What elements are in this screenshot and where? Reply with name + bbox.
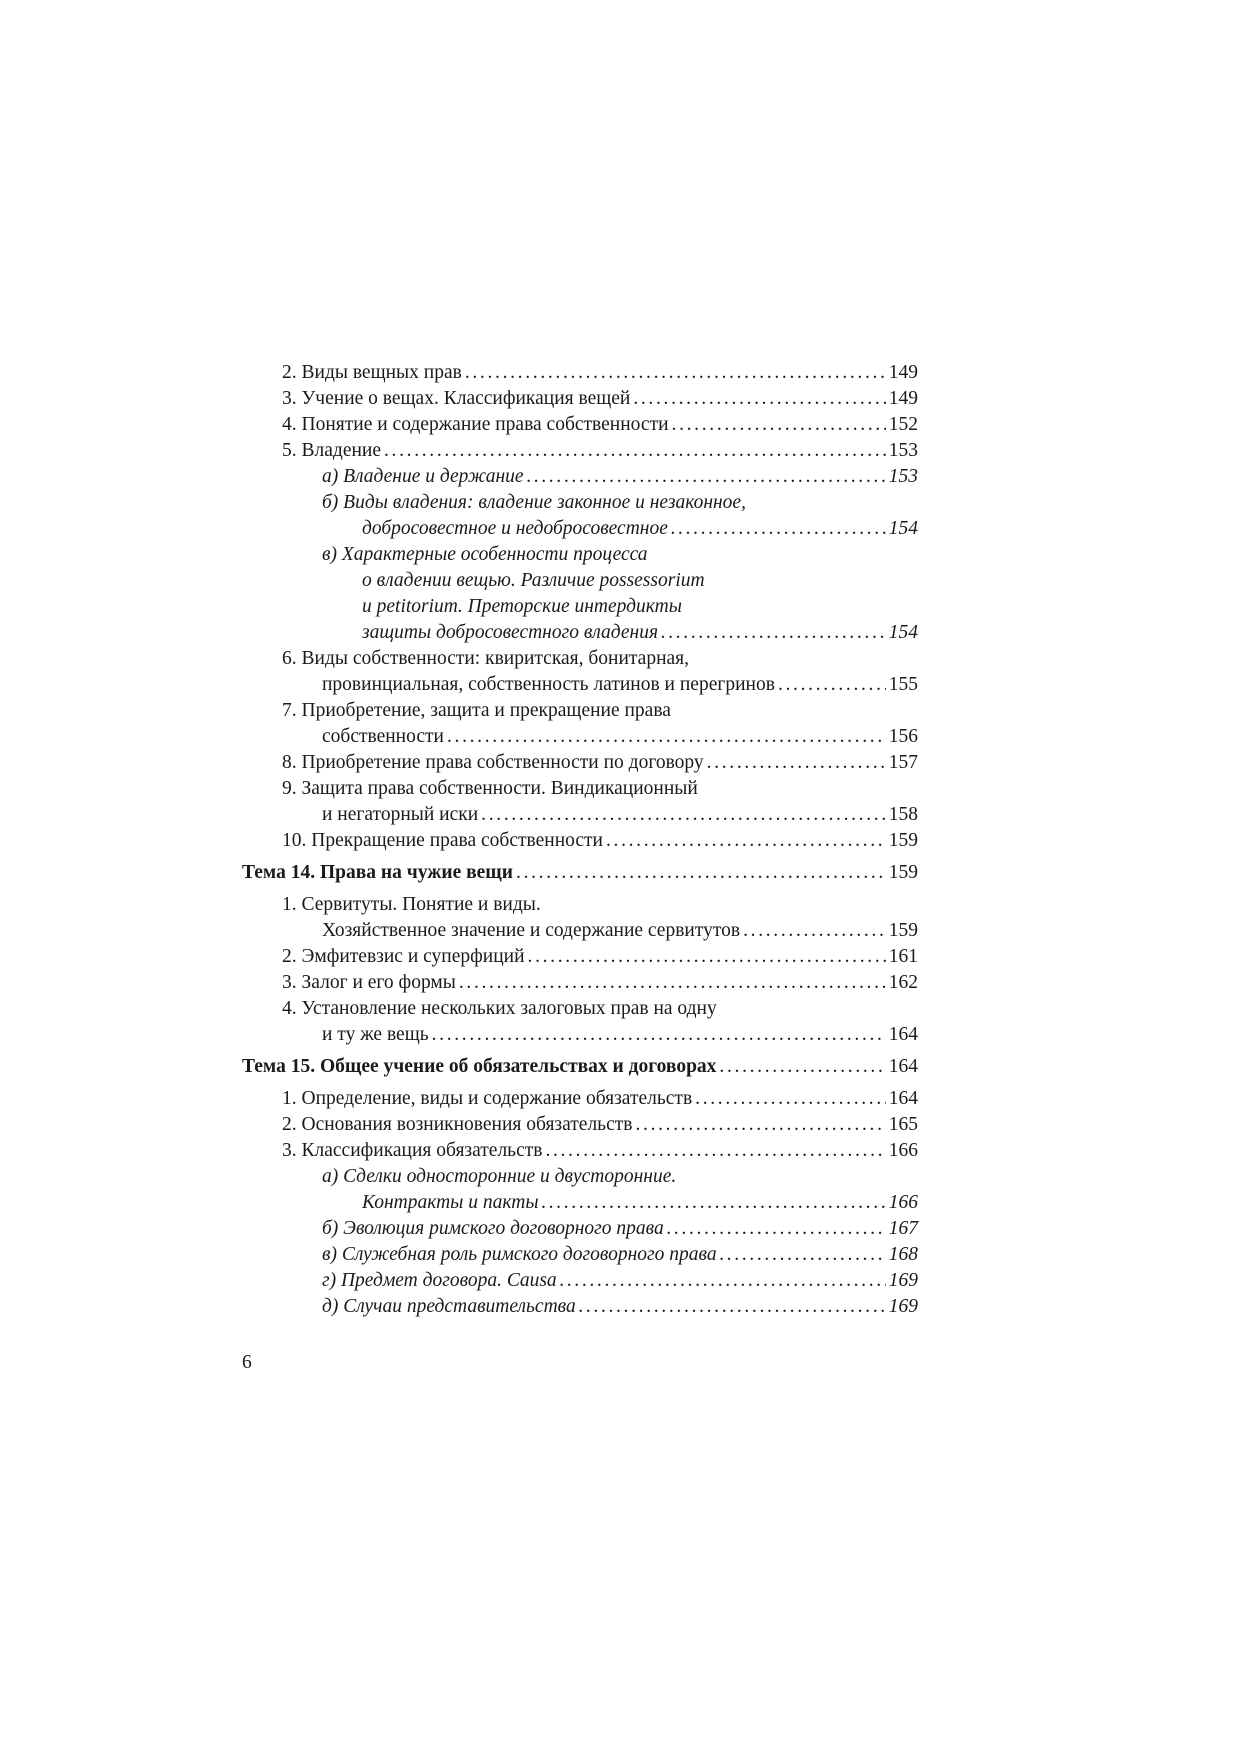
toc-page-number: 158	[888, 804, 918, 825]
toc-page-number: 153	[888, 466, 918, 487]
toc-entry-title: провинциальная, собственность латинов и перегринов	[322, 674, 775, 695]
dot-leader	[672, 412, 886, 438]
dot-leader	[667, 1216, 886, 1242]
toc-entry-title: 8. Приобретение права собственности по договору	[282, 752, 704, 773]
toc-entry-title: 3. Учение о вещах. Классификация вещей	[282, 388, 631, 409]
toc-entry-title: собственности	[322, 726, 444, 747]
toc-page-number: 159	[888, 920, 918, 941]
toc-page-number: 153	[888, 440, 918, 461]
toc-page-number: 169	[888, 1296, 918, 1317]
toc-page-number: 154	[888, 518, 918, 539]
toc-subentry[interactable]	[242, 1268, 918, 1294]
toc-subentry-line: в) Характерные особенности процесса	[322, 544, 648, 565]
toc-entry[interactable]	[242, 412, 918, 438]
toc-subentry[interactable]	[242, 464, 918, 490]
toc-entry[interactable]	[242, 918, 918, 944]
toc-entry[interactable]	[242, 828, 918, 854]
toc-page-number: 168	[888, 1244, 918, 1265]
toc-entry-title: Контракты и пакты	[362, 1192, 539, 1213]
dot-leader	[560, 1268, 886, 1294]
toc-subentry[interactable]	[242, 1242, 918, 1268]
toc-entry[interactable]	[242, 1112, 918, 1138]
dot-leader	[661, 620, 886, 646]
toc-subentry[interactable]	[242, 1294, 918, 1320]
toc-entry[interactable]	[242, 970, 918, 996]
toc-subentry[interactable]	[242, 1190, 918, 1216]
toc-page-number: 157	[888, 752, 918, 773]
toc-entry[interactable]	[242, 750, 918, 776]
dot-leader	[527, 464, 886, 490]
toc-entry[interactable]	[242, 802, 918, 828]
toc-entry-line: 1. Сервитуты. Понятие и виды.	[282, 894, 541, 915]
toc-entry-title: 2. Основания возникновения обязательств	[282, 1114, 633, 1135]
dot-leader	[778, 672, 886, 698]
toc-entry-title: добросовестное и недобросовестное	[362, 518, 668, 539]
toc-entry-title: 10. Прекращение права собственности	[282, 830, 603, 851]
page-number: 6	[242, 1352, 252, 1373]
dot-leader	[384, 438, 886, 464]
toc-entry-line: 7. Приобретение, защита и прекращение права	[282, 700, 671, 721]
toc-entry-title: 2. Эмфитевзис и суперфиций	[282, 946, 525, 967]
toc-entry-title: 5. Владение	[282, 440, 381, 461]
toc-theme-title: Тема 14. Права на чужие вещи	[242, 862, 514, 883]
toc-subentry[interactable]	[242, 516, 918, 542]
dot-leader	[635, 1112, 885, 1138]
toc-page-number: 167	[888, 1218, 918, 1239]
toc-entry-title: 2. Виды вещных прав	[282, 362, 462, 383]
toc-page-number: 149	[888, 362, 918, 383]
toc-entry[interactable]	[242, 1022, 918, 1048]
toc-entry[interactable]	[242, 360, 918, 386]
dot-leader	[719, 1054, 885, 1080]
table-of-contents	[242, 360, 918, 1320]
dot-leader	[528, 944, 886, 970]
toc-page-number: 154	[888, 622, 918, 643]
toc-subentry-line: о владении вещью. Различие possessorium	[362, 570, 705, 591]
dot-leader	[633, 386, 885, 412]
toc-entry-title: защиты добросовестного владения	[362, 622, 659, 643]
toc-entry-title: Хозяйственное значение и содержание сервитутов	[322, 920, 741, 941]
toc-entry[interactable]	[242, 724, 918, 750]
dot-leader	[432, 1022, 886, 1048]
toc-page-number: 161	[888, 946, 918, 967]
toc-entry-line: 4. Установление нескольких залоговых прав на одну	[282, 998, 717, 1019]
toc-theme-title: Тема 15. Общее учение об обязательствах и договорах	[242, 1056, 717, 1077]
toc-entry-line: 6. Виды собственности: квиритская, бонитарная,	[282, 648, 690, 669]
toc-entry-title: 3. Классификация обязательств	[282, 1140, 543, 1161]
toc-entry-line: 9. Защита права собственности. Виндикационный	[282, 778, 698, 799]
toc-entry-title: 3. Залог и его формы	[282, 972, 456, 993]
toc-entry-title: в) Служебная роль римского договорного права	[322, 1244, 717, 1265]
toc-page-number: 164	[888, 1056, 918, 1077]
dot-leader	[516, 860, 886, 886]
toc-subentry[interactable]	[242, 620, 918, 646]
toc-page-number: 164	[888, 1088, 918, 1109]
toc-page-number: 156	[888, 726, 918, 747]
dot-leader	[542, 1190, 886, 1216]
dot-leader	[579, 1294, 886, 1320]
toc-page-number: 169	[888, 1270, 918, 1291]
toc-page-number: 165	[888, 1114, 918, 1135]
toc-entry[interactable]	[242, 1138, 918, 1164]
toc-entry-title: и негаторный иски	[322, 804, 479, 825]
toc-theme-entry[interactable]	[242, 1054, 918, 1080]
toc-page-number: 164	[888, 1024, 918, 1045]
toc-subentry-line: б) Виды владения: владение законное и незаконное,	[322, 492, 746, 513]
toc-page-number: 155	[888, 674, 918, 695]
dot-leader	[545, 1138, 885, 1164]
dot-leader	[459, 970, 886, 996]
dot-leader	[707, 750, 886, 776]
toc-page-number: 162	[888, 972, 918, 993]
toc-entry[interactable]	[242, 672, 918, 698]
toc-subentry-line: а) Сделки односторонние и двусторонние.	[322, 1166, 677, 1187]
toc-entry-title: д) Случаи представительства	[322, 1296, 576, 1317]
dot-leader	[743, 918, 886, 944]
toc-page-number: 159	[888, 862, 918, 883]
toc-page-number: 166	[888, 1192, 918, 1213]
toc-page-number: 149	[888, 388, 918, 409]
dot-leader	[465, 360, 886, 386]
toc-page-number: 159	[888, 830, 918, 851]
toc-entry[interactable]	[242, 438, 918, 464]
dot-leader	[606, 828, 886, 854]
toc-theme-entry[interactable]	[242, 860, 918, 886]
dot-leader	[481, 802, 886, 828]
toc-subentry-line: и petitorium. Преторские интердикты	[362, 596, 682, 617]
toc-entry-title: 1. Определение, виды и содержание обязательств	[282, 1088, 693, 1109]
toc-entry-title: б) Эволюция римского договорного права	[322, 1218, 664, 1239]
dot-leader	[695, 1086, 886, 1112]
toc-entry[interactable]	[242, 1086, 918, 1112]
toc-entry-title: 4. Понятие и содержание права собственности	[282, 414, 669, 435]
toc-entry-title: а) Владение и держание	[322, 466, 524, 487]
dot-leader	[447, 724, 886, 750]
toc-entry-title: и ту же вещь	[322, 1024, 429, 1045]
dot-leader	[671, 516, 886, 542]
toc-entry[interactable]	[242, 944, 918, 970]
toc-entry[interactable]	[242, 386, 918, 412]
toc-page-number: 152	[888, 414, 918, 435]
toc-page-number: 166	[888, 1140, 918, 1161]
toc-entry-title: г) Предмет договора. Causa	[322, 1270, 557, 1291]
dot-leader	[720, 1242, 886, 1268]
toc-subentry[interactable]	[242, 1216, 918, 1242]
